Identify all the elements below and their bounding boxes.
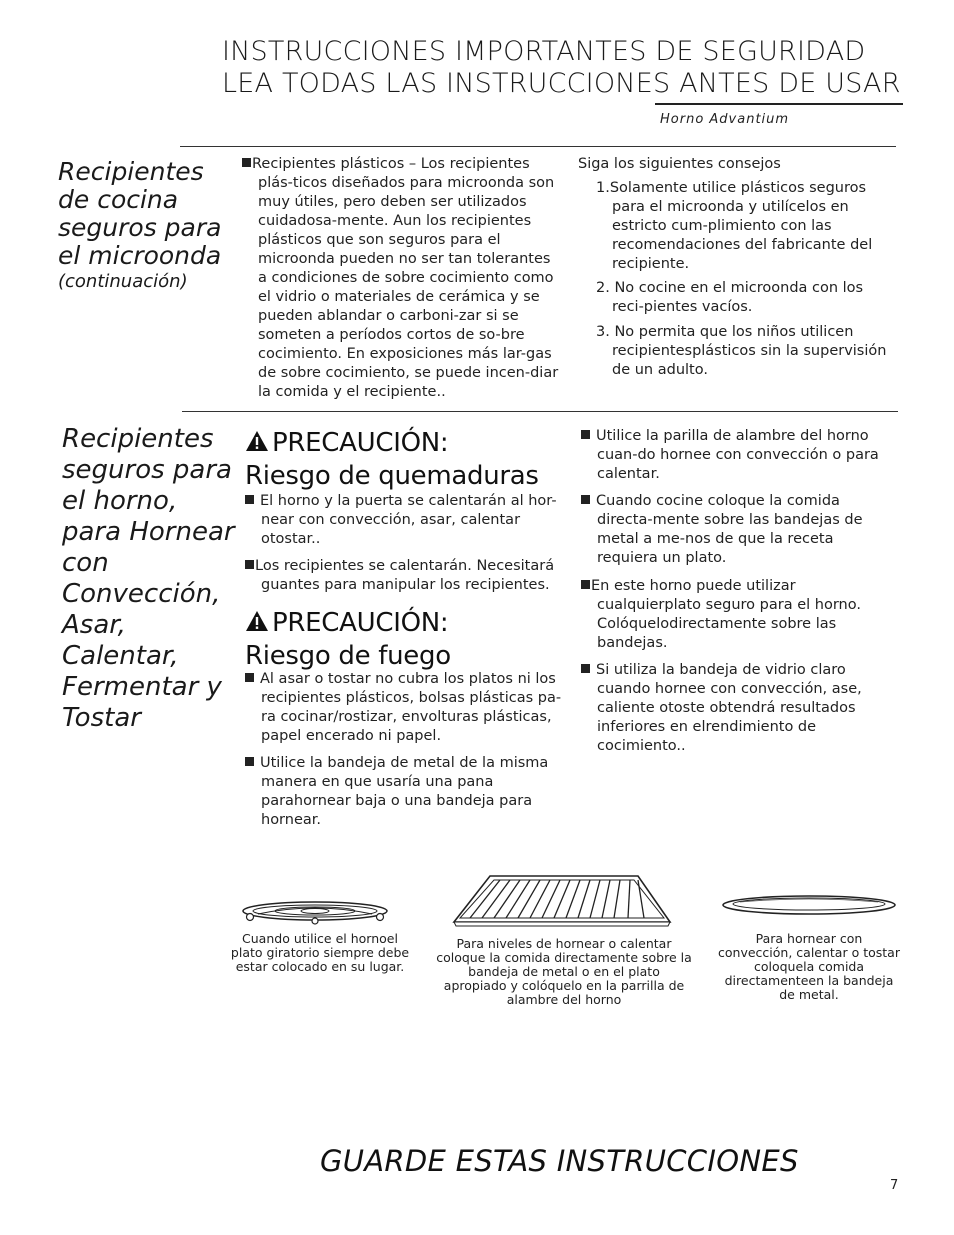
burn-bullet-1: El horno y la puerta se calentarán al hor-near con convección, asar, calentar otostar.. [245, 492, 565, 549]
warning-fire-title: Riesgo de fuego [245, 641, 451, 671]
figure-caption-turntable: Cuando utilice el hornoel plato giratorio siempre debe estar colocado en su lugar. [230, 931, 410, 974]
wire-rack-icon [450, 872, 675, 928]
warning-fire-label: PRECAUCIÓN: [272, 608, 449, 638]
glass-tray-icon [720, 893, 898, 917]
bullet-square-icon [581, 430, 590, 439]
tips-intro: Siga los siguientes consejos [578, 156, 781, 172]
section2-heading: Recipientes seguros para el horno, para Hornear con Convección, Asar, Calentar, Fermentar y Tostar [62, 424, 235, 733]
section1-heading-cont: (continuación) [58, 271, 188, 292]
warning-fire [245, 607, 575, 673]
warning-burn-label: PRECAUCIÓN: [272, 428, 449, 458]
turntable-icon [238, 896, 393, 926]
right-bullet-2: Cuando cocine coloque la comida directa-mente sobre las bandejas de metal a me-nos de que la receta requiera un plato. [581, 492, 891, 568]
section1-bullet-text: Recipientes plásticos – Los recipientes plás-ticos diseñados para microonda son muy útiles, pero deben ser utilizados cuidadosa-mente. Aun los recipientes plásticos que son seguros para el microonda pueden no ser tan tolerantes a condiciones de sobre cocimiento como el vidrio o materiales de cerámica y se pueden ablandar o carboni-zar si se someten a períodos cortos de so-bre cocimiento. En exposiciones más lar-gas de sobre cocimiento, se puede incen-diar la comida y el recipiente.. [252, 156, 559, 400]
bullet-square-icon [242, 158, 251, 167]
right-bullet-4: Si utiliza la bandeja de vidrio claro cuando hornee con convección, ase, caliente otoste obtendrá resultados inferiores en elrendimiento de cocimiento.. [581, 661, 891, 756]
section1-heading [58, 158, 233, 294]
warning-burn [245, 427, 575, 493]
bullet-square-icon [245, 560, 254, 569]
section1-bullet [242, 155, 562, 402]
burn-bullet-2: Los recipientes se calentarán. Necesitará guantes para manipular los recipientes. [245, 557, 565, 595]
product-subtitle: Horno Advantium [660, 112, 790, 127]
warning-triangle-icon [245, 430, 269, 452]
fire-bullet-1: Al asar o tostar no cubra los platos ni los recipientes plásticos, bolsas plásticas pa-ra cocinar/rostizar, envolturas plásticas, papel encerado ni papel. [245, 670, 565, 746]
warning-triangle-icon [245, 610, 269, 632]
page-number: 7 [890, 1178, 899, 1193]
bullet-square-icon [581, 580, 590, 589]
section1-top-rule [180, 146, 896, 147]
header-title-line2: LEA TODAS LAS INSTRUCCIONES ANTES DE USAR [222, 68, 901, 99]
bullet-square-icon [581, 664, 590, 673]
header-rule [655, 103, 903, 105]
bullet-square-icon [245, 757, 254, 766]
figure-caption-glass-tray: Para hornear con convección, calentar o tostar coloquela comida directamenteen la bandeja de metal. [718, 931, 900, 1002]
bullet-square-icon [581, 495, 590, 504]
right-bullet-3: En este horno puede utilizar cualquierplato seguro para el horno. Colóquelodirectamente sobre las bandejas. [581, 577, 891, 653]
tip-item-2: 2. No cocine en el microonda con los reci-pientes vacíos. [596, 280, 864, 315]
warning-burn-title: Riesgo de quemaduras [245, 461, 539, 491]
footer-title: GUARDE ESTAS INSTRUCCIONES [320, 1144, 799, 1178]
fire-bullet-2: Utilice la bandeja de metal de la misma manera en que usaría una pana parahornear baja o una bandeja para hornear. [245, 754, 565, 830]
section1-heading-text: Recipientes de cocina seguros para el microonda [58, 157, 222, 270]
section2-top-rule [182, 411, 898, 412]
right-bullet-1: Utilice la parilla de alambre del horno cuan-do hornee con convección o para calentar. [581, 427, 891, 484]
bullet-square-icon [245, 495, 254, 504]
figure-caption-wire-rack: Para niveles de hornear o calentar coloque la comida directamente sobre la bandeja de metal o en el plato apropiado y colóquelo en la parrilla de alambre del horno [436, 936, 692, 1007]
tip-item-3: 3. No permita que los niños utilicen recipientesplásticos sin la supervisión de un adulto. [596, 324, 887, 378]
bullet-square-icon [245, 673, 254, 682]
header-title-line1: INSTRUCCIONES IMPORTANTES DE SEGURIDAD [222, 36, 866, 67]
tip-item-1: 1.Solamente utilice plásticos seguros para el microonda y utilícelos en estricto cum-plimiento con las recomendaciones del fabricante del recipiente. [596, 180, 873, 272]
